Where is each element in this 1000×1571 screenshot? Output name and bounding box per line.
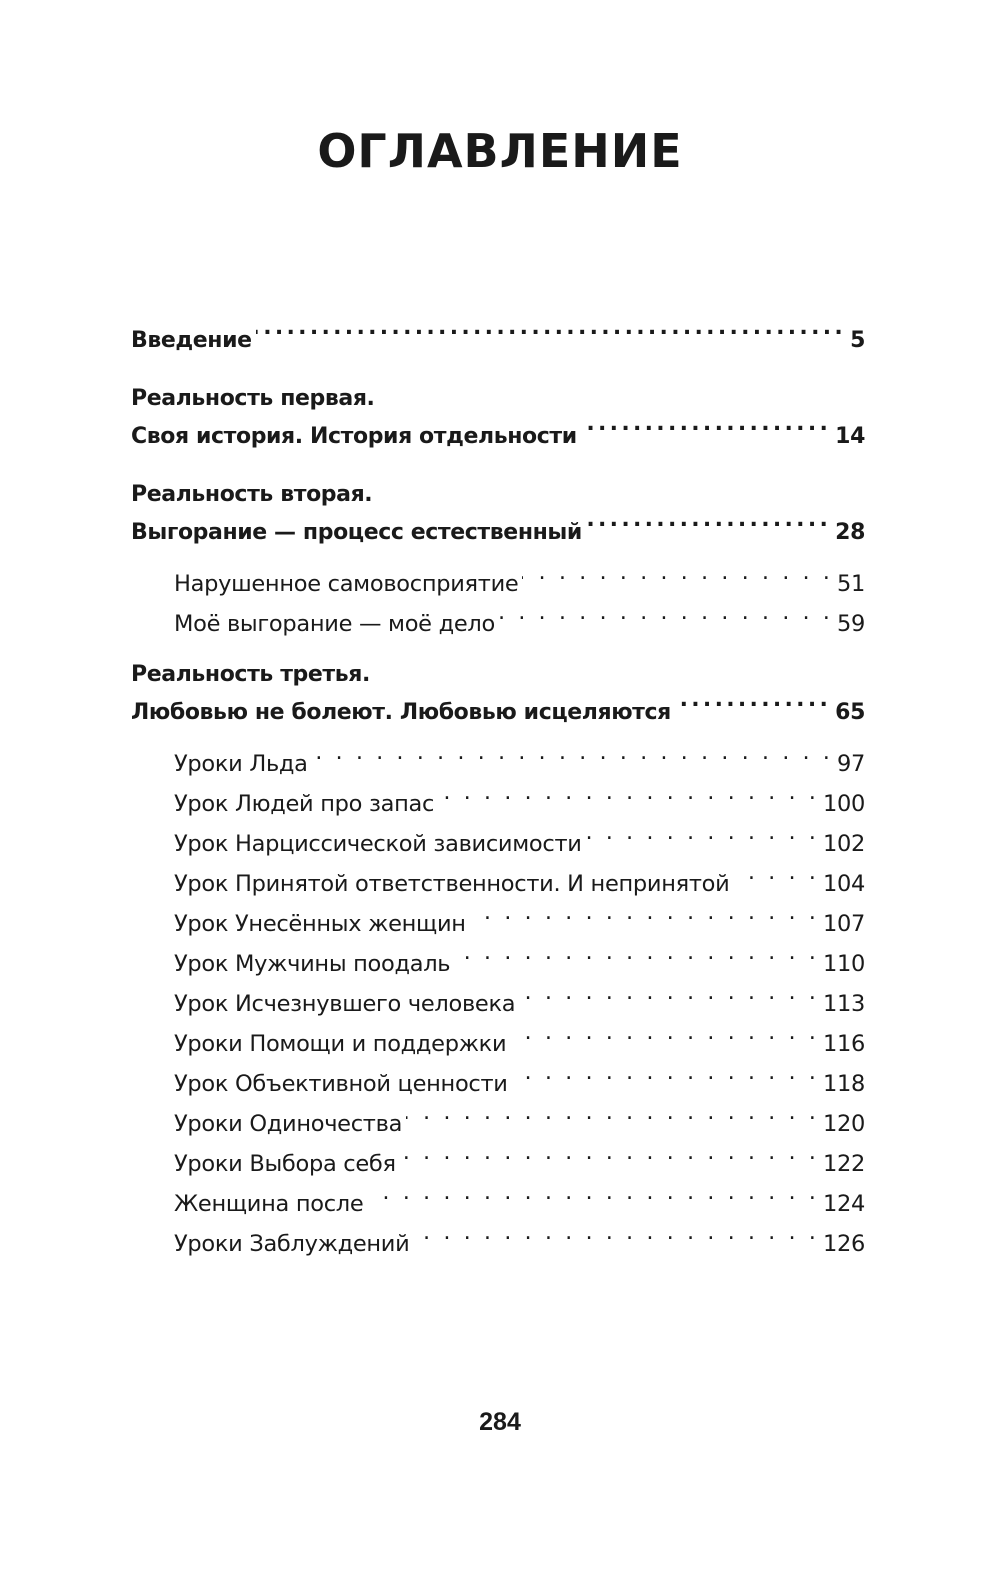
toc-entry-label: Введение: [131, 328, 252, 353]
toc-subentry-label: Уроки Помощи и поддержки: [174, 1031, 507, 1057]
toc-subentry-label: Уроки Одиночества: [174, 1111, 403, 1137]
toc-subentry[interactable]: [131, 1024, 865, 1064]
toc-subentry[interactable]: [131, 984, 865, 1024]
dot-leader: [522, 569, 833, 592]
part-heading-label: Реальность первая.: [131, 386, 375, 411]
page-title: ОГЛАВЛЕНИЕ: [317, 124, 683, 178]
toc-subentry-page: 107: [822, 911, 865, 937]
toc-entry-part3[interactable]: [131, 694, 865, 732]
toc-entry-page: 14: [835, 424, 865, 449]
toc-subentry[interactable]: [131, 944, 865, 984]
toc-subentry-label: Женщина после: [174, 1191, 364, 1217]
toc-entry-part1[interactable]: [131, 418, 865, 456]
toc-subentry-label: Урок Принятой ответственности. И непринятой: [174, 871, 730, 897]
dot-leader: [586, 517, 831, 539]
dot-leader: [256, 325, 846, 347]
toc-subentry-label: Уроки Выбора себя: [174, 1151, 396, 1177]
toc-subentry[interactable]: [131, 1144, 865, 1184]
toc-entry-intro[interactable]: [131, 322, 865, 360]
toc-subentry[interactable]: [131, 1064, 865, 1104]
part-heading-label: Реальность вторая.: [131, 482, 373, 507]
dot-leader: [406, 1109, 819, 1132]
toc-subentry-label: Урок Мужчины поодаль: [174, 951, 451, 977]
toc-subentry-page: 113: [822, 991, 865, 1017]
dot-leader: [400, 1149, 819, 1172]
toc-subentry-page: 124: [822, 1191, 865, 1217]
toc-subentry-page: 97: [836, 751, 865, 777]
toc-subentry-label: Урок Нарциссической зависимости: [174, 831, 582, 857]
toc-subentry[interactable]: [131, 864, 865, 904]
toc-subentry-page: 51: [836, 571, 865, 597]
dot-leader: [470, 909, 819, 932]
toc-subentry-page: 120: [822, 1111, 865, 1137]
toc-subentry-label: Моё выгорание — моё дело: [174, 611, 495, 637]
toc-entry-page: 65: [835, 700, 865, 725]
dot-leader: [510, 1029, 819, 1052]
toc-subentry[interactable]: [131, 904, 865, 944]
toc-subentry-page: 110: [822, 951, 865, 977]
dot-leader: [581, 421, 831, 443]
toc-subentry[interactable]: [131, 564, 865, 604]
toc-entry-page: 28: [835, 520, 865, 545]
toc-subentry-label: Уроки Льда: [174, 751, 308, 777]
toc-entry-label: Своя история. История отдельности: [131, 424, 577, 449]
toc-subentry-page: 118: [822, 1071, 865, 1097]
dot-leader: [413, 1229, 819, 1252]
toc-entry-label: Любовью не болеют. Любовью исцеляются: [131, 700, 671, 725]
dot-leader: [367, 1189, 819, 1212]
toc-subentry[interactable]: [131, 604, 865, 644]
toc-entry-page: 5: [850, 328, 865, 353]
page-number: 284: [479, 1408, 521, 1436]
toc-subentry-label: Урок Унесённых женщин: [174, 911, 466, 937]
dot-leader: [519, 989, 819, 1012]
toc-subentry[interactable]: [131, 1104, 865, 1144]
toc-subentry-label: Нарушенное самовосприятие: [174, 571, 519, 597]
toc-subentry-page: 59: [836, 611, 865, 637]
toc-subentry[interactable]: [131, 824, 865, 864]
toc-part-heading: [131, 380, 865, 418]
toc-subentry[interactable]: [131, 1224, 865, 1264]
toc-subentry-page: 100: [822, 791, 865, 817]
toc-subentry-page: 102: [822, 831, 865, 857]
dot-leader: [675, 697, 831, 719]
toc-part-heading: [131, 476, 865, 514]
toc-subentry-label: Уроки Заблуждений: [174, 1231, 410, 1257]
table-of-contents: [131, 322, 865, 1264]
dot-leader: [733, 869, 818, 892]
toc-entry-label: Выгорание — процесс естественный: [131, 520, 582, 545]
dot-leader: [586, 829, 819, 852]
toc-subentry-label: Урок Объективной ценности: [174, 1071, 508, 1097]
dot-leader: [512, 1069, 819, 1092]
toc-subentry-label: Урок Исчезнувшего человека: [174, 991, 516, 1017]
dot-leader: [499, 609, 833, 632]
toc-subentry[interactable]: [131, 784, 865, 824]
dot-leader: [454, 949, 819, 972]
dot-leader: [312, 749, 833, 772]
toc-subentry-page: 104: [822, 871, 865, 897]
part-heading-label: Реальность третья.: [131, 662, 370, 687]
toc-part-heading: [131, 656, 865, 694]
toc-subentry-page: 126: [822, 1231, 865, 1257]
toc-subentry[interactable]: [131, 1184, 865, 1224]
toc-subentry-page: 116: [822, 1031, 865, 1057]
toc-subentry[interactable]: [131, 744, 865, 784]
toc-entry-part2[interactable]: [131, 514, 865, 552]
toc-subentry-page: 122: [822, 1151, 865, 1177]
dot-leader: [438, 789, 819, 812]
toc-subentry-label: Урок Людей про запас: [174, 791, 435, 817]
